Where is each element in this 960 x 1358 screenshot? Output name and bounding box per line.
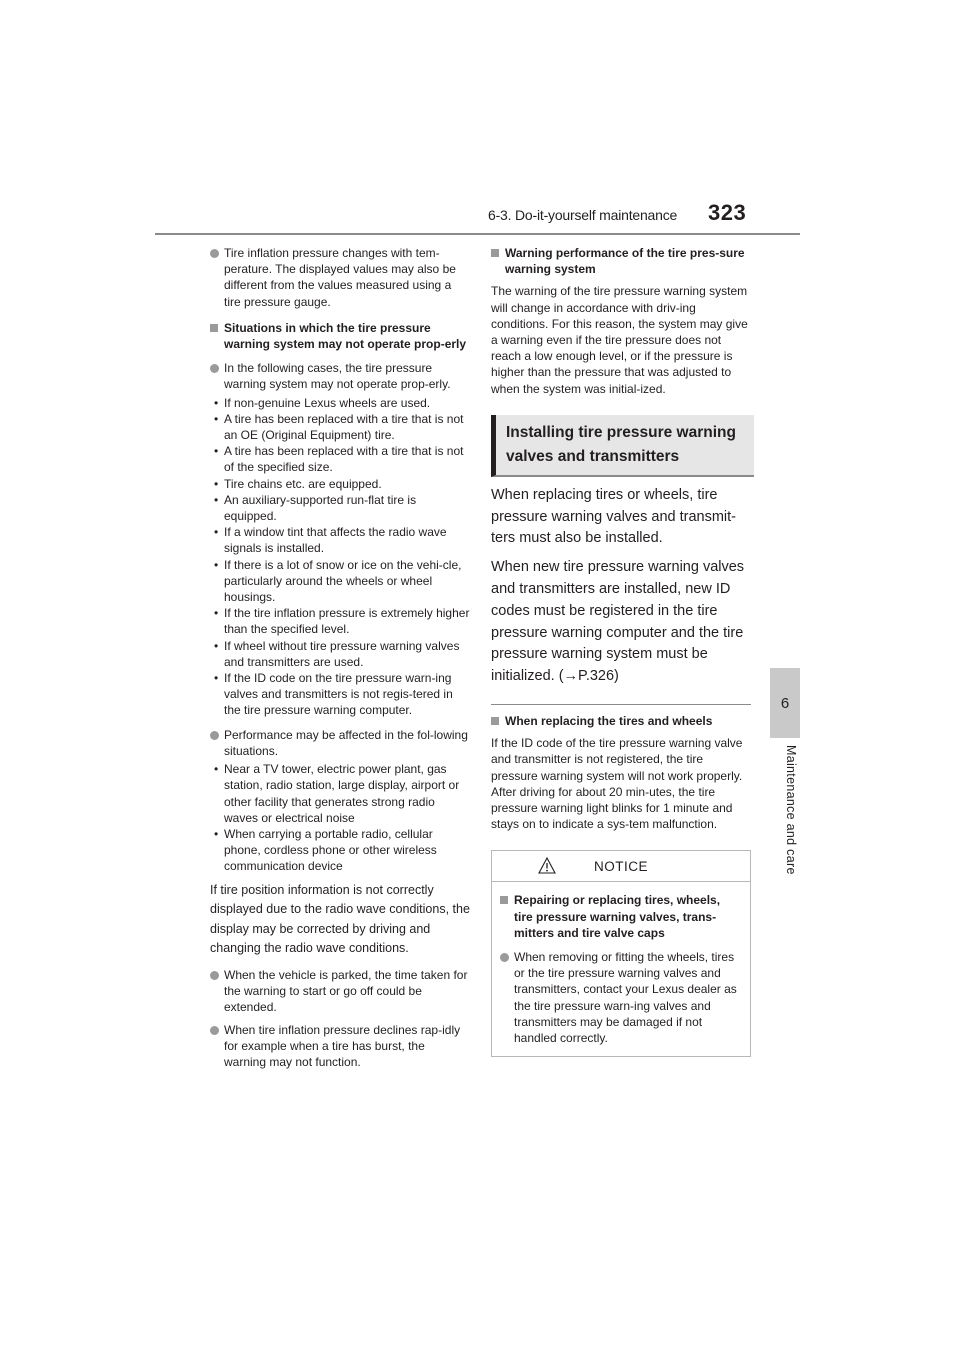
section-heading-installing: Installing tire pressure warning valves and transmitters [491,415,754,477]
list-item: • If the ID code on the tire pressure warn-ing valves and transmitters is not regis-tered in the tire pressure warning computer. [210,670,470,719]
page-number: 323 [708,200,747,225]
notice-body [492,882,750,1056]
left-column [210,245,470,1076]
right-column [491,245,751,1057]
heading-situations: Situations in which the tire pressure warning system may not operate prop-erly [210,320,470,352]
paragraph-new-valves: When new tire pressure warning valves and transmitters are installed, new ID codes must be registered in the tire pressure warning computer and the tire pressure warning system must be initialized. (→P.326) [491,559,745,685]
notice-box [491,850,751,1057]
notice-heading: Repairing or replacing tires, wheels, tire pressure warning valves, trans-mitters and tire valve caps [500,892,742,941]
paragraph-replacing: When replacing tires or wheels, tire pressure warning valves and transmit-ters must also be installed. [491,486,736,547]
heading-warning-performance: Warning performance of the tire pres-sure warning system [491,245,751,277]
cases-list [210,395,470,719]
chapter-tab [770,668,800,738]
list-item: • If there is a lot of snow or ice on the vehi-cle, particularly around the wheels or wheel housings. [210,557,470,606]
paragraph-position-info: If tire position information is not correctly displayed due to the radio wave conditions, the display may be corrected by driving and changing the radio wave conditions. [210,882,470,956]
notice-title: NOTICE [593,858,648,874]
warning-triangle-icon [538,857,556,874]
list-item: • Tire chains etc. are equipped. [210,476,470,492]
chapter-label: Maintenance and care [784,745,798,875]
list-item: • If non-genuine Lexus wheels are used. [210,395,470,411]
notice-header [492,851,750,882]
list-item: • A tire has been replaced with a tire that is not of the specified size. [210,443,470,475]
list-item: • An auxiliary-supported run-flat tire is equipped. [210,492,470,524]
divider [491,704,751,705]
paragraph-id-code: If the ID code of the tire pressure warning valve and transmitter is not registered, the tire pressure warning system will not work properly. After driving for about 20 min-utes, the tire pressure warning light blinks for 1 minute and stays on to indicate a sys-tem malfunction. [491,736,743,832]
list-item: • Near a TV tower, electric power plant, gas station, radio station, large display, airport or other facility that generates strong radio waves or electrical noise [210,761,470,826]
notice-paragraph: When removing or fitting the wheels, tires or the tire pressure warning valves and transmitters, contact your Lexus dealer as the tire pressure warn-ing valves and transmitters may be damaged if not handled correctly. [500,949,742,1046]
paragraph-temperature: Tire inflation pressure changes with tem-perature. The displayed values may also be different from the values measured using a tire pressure gauge. [210,245,470,310]
heading-replacing-tires: When replacing the tires and wheels [491,713,751,729]
performance-list [210,761,470,874]
list-item: • If a window tint that affects the radio wave signals is installed. [210,524,470,556]
paragraph-parked: When the vehicle is parked, the time taken for the warning to start or go off could be extended. [210,967,470,1016]
header-divider [155,233,800,235]
paragraph-cases: In the following cases, the tire pressure warning system may not operate prop-erly. [210,360,470,392]
list-item: • If wheel without tire pressure warning valves and transmitters are used. [210,638,470,670]
paragraph-burst: When tire inflation pressure declines rap-idly for example when a tire has burst, the warning may not function. [210,1022,470,1071]
paragraph-warning-performance: The warning of the tire pressure warning system will change in accordance with driv-ing conditions. For this reason, the system may give a warning even if the tire pressure does not reach a low enough level, or if the pressure is higher than the pressure that was adjusted to when the system was initial-ized. [491,284,748,396]
list-item: • When carrying a portable radio, cellular phone, cordless phone or other wireless communication device [210,826,470,875]
list-item: • A tire has been replaced with a tire that is not an OE (Original Equipment) tire. [210,411,470,443]
chapter-number: 6 [780,694,790,712]
section-title: 6-3. Do-it-yourself maintenance [488,207,678,223]
list-item: • If the tire inflation pressure is extremely higher than the specified level. [210,605,470,637]
paragraph-performance: Performance may be affected in the fol-lowing situations. [210,727,470,759]
